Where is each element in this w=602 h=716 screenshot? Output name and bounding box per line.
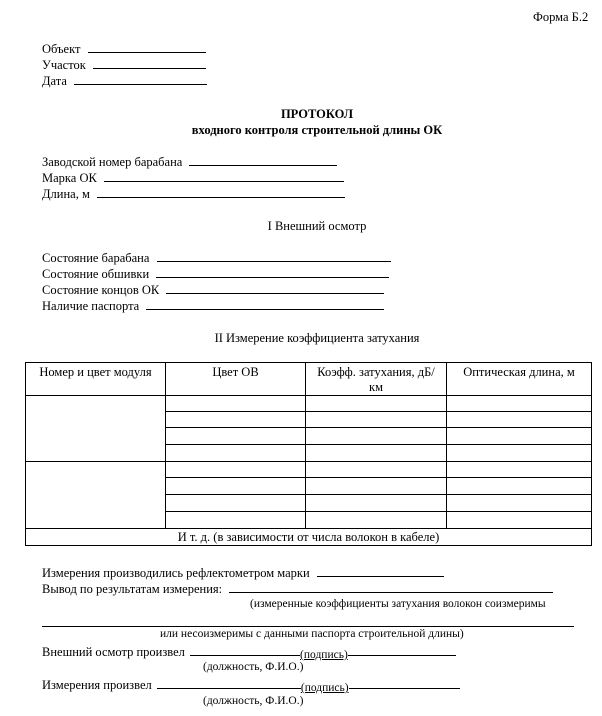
- inspection-signature-caption: (подпись): [300, 649, 348, 661]
- section-field: [42, 58, 206, 73]
- brand-field: [42, 171, 344, 186]
- module-cell: [26, 462, 166, 529]
- drum-condition-label: Состояние барабана: [42, 251, 150, 265]
- measurement-signature-blank: [349, 678, 460, 689]
- brand-label: Марка ОК: [42, 171, 97, 185]
- optical-length-cell: [447, 495, 592, 512]
- attenuation-cell: [306, 396, 447, 412]
- section-label: Участок: [42, 58, 86, 72]
- ends-condition-blank: [166, 283, 384, 294]
- fiber-color-cell: [166, 428, 306, 445]
- reflectometer-label: Измерения производились рефлектометром марки: [42, 566, 310, 580]
- table-row: [26, 396, 592, 412]
- optical-length-cell: [447, 478, 592, 495]
- section1-heading: I Внешний осмотр: [267, 219, 367, 233]
- fiber-color-cell: [166, 495, 306, 512]
- section-blank: [93, 58, 206, 69]
- optical-length-cell: [447, 462, 592, 478]
- fiber-color-cell: [166, 512, 306, 529]
- measurement-signature-caption: (подпись): [300, 682, 349, 694]
- conclusion-note-2: или несоизмеримы с данными паспорта строительной длины): [160, 628, 464, 640]
- date-blank: [74, 74, 207, 85]
- document-title: ПРОТОКОЛ: [280, 107, 354, 121]
- column-header-optical-length: Оптическая длина, м: [447, 363, 592, 396]
- passport-label: Наличие паспорта: [42, 299, 140, 313]
- attenuation-cell: [306, 412, 447, 428]
- optical-length-cell: [447, 428, 592, 445]
- optical-length-cell: [447, 512, 592, 529]
- attenuation-cell: [306, 512, 447, 529]
- reflectometer-blank: [317, 566, 444, 577]
- reflectometer-field: [42, 566, 444, 581]
- drum-number-field: [42, 155, 337, 170]
- fiber-color-cell: [166, 412, 306, 428]
- conclusion-label: Вывод по результатам измерения:: [42, 582, 223, 596]
- length-label: Длина, м: [42, 187, 90, 201]
- document-subtitle: входного контроля строительной длины ОК: [191, 123, 443, 137]
- length-field: [42, 187, 345, 202]
- column-header-fiber-color: Цвет ОВ: [166, 363, 306, 396]
- table-header-row: [26, 363, 592, 396]
- drum-condition-field: [42, 251, 391, 266]
- attenuation-table: [25, 362, 592, 546]
- object-field: [42, 42, 206, 57]
- attenuation-cell: [306, 478, 447, 495]
- passport-blank: [146, 299, 384, 310]
- attenuation-cell: [306, 495, 447, 512]
- sheathing-condition-blank: [156, 267, 389, 278]
- table-row: [26, 462, 592, 478]
- inspection-signature-blank: [348, 645, 456, 656]
- object-blank: [88, 42, 206, 53]
- optical-length-cell: [447, 396, 592, 412]
- optical-length-cell: [447, 412, 592, 428]
- brand-blank: [104, 171, 344, 182]
- measurement-by-label: Измерения произвел: [42, 678, 152, 692]
- measurement-position-caption: (должность, Ф.И.О.): [203, 695, 304, 707]
- fiber-color-cell: [166, 396, 306, 412]
- form-label: Форма Б.2: [533, 10, 589, 24]
- conclusion-field: [42, 582, 553, 597]
- fiber-color-cell: [166, 462, 306, 478]
- drum-number-label: Заводской номер барабана: [42, 155, 183, 169]
- date-label: Дата: [42, 74, 67, 88]
- inspection-by-field: [42, 645, 456, 661]
- length-blank: [97, 187, 345, 198]
- date-field: [42, 74, 207, 89]
- column-header-module: Номер и цвет модуля: [26, 363, 166, 396]
- inspection-by-label: Внешний осмотр произвел: [42, 645, 185, 659]
- column-header-attenuation: Коэфф. затухания, дБ/км: [306, 363, 447, 396]
- measurement-by-field: [42, 678, 460, 694]
- object-label: Объект: [42, 42, 81, 56]
- conclusion-note-1: (измеренные коэффициенты затухания волокон соизмеримы: [250, 598, 546, 610]
- section2-heading: II Измерение коэффициента затухания: [214, 331, 420, 345]
- ends-condition-label: Состояние концов ОК: [42, 283, 160, 297]
- measurement-position-blank: [157, 678, 301, 689]
- inspection-position-caption: (должность, Ф.И.О.): [203, 661, 304, 673]
- passport-field: [42, 299, 384, 314]
- ends-condition-field: [42, 283, 384, 298]
- sheathing-condition-field: [42, 267, 389, 282]
- attenuation-cell: [306, 428, 447, 445]
- conclusion-second-blank: [42, 626, 574, 627]
- attenuation-cell: [306, 445, 447, 462]
- sheathing-condition-label: Состояние обшивки: [42, 267, 150, 281]
- table-footer-note: И т. д. (в зависимости от числа волокон в кабеле): [26, 529, 592, 546]
- optical-length-cell: [447, 445, 592, 462]
- module-cell: [26, 396, 166, 462]
- attenuation-cell: [306, 462, 447, 478]
- inspection-position-blank: [190, 645, 300, 656]
- fiber-color-cell: [166, 445, 306, 462]
- conclusion-blank: [229, 582, 553, 593]
- fiber-color-cell: [166, 478, 306, 495]
- drum-number-blank: [189, 155, 337, 166]
- table-footer-row: [26, 529, 592, 546]
- drum-condition-blank: [157, 251, 391, 262]
